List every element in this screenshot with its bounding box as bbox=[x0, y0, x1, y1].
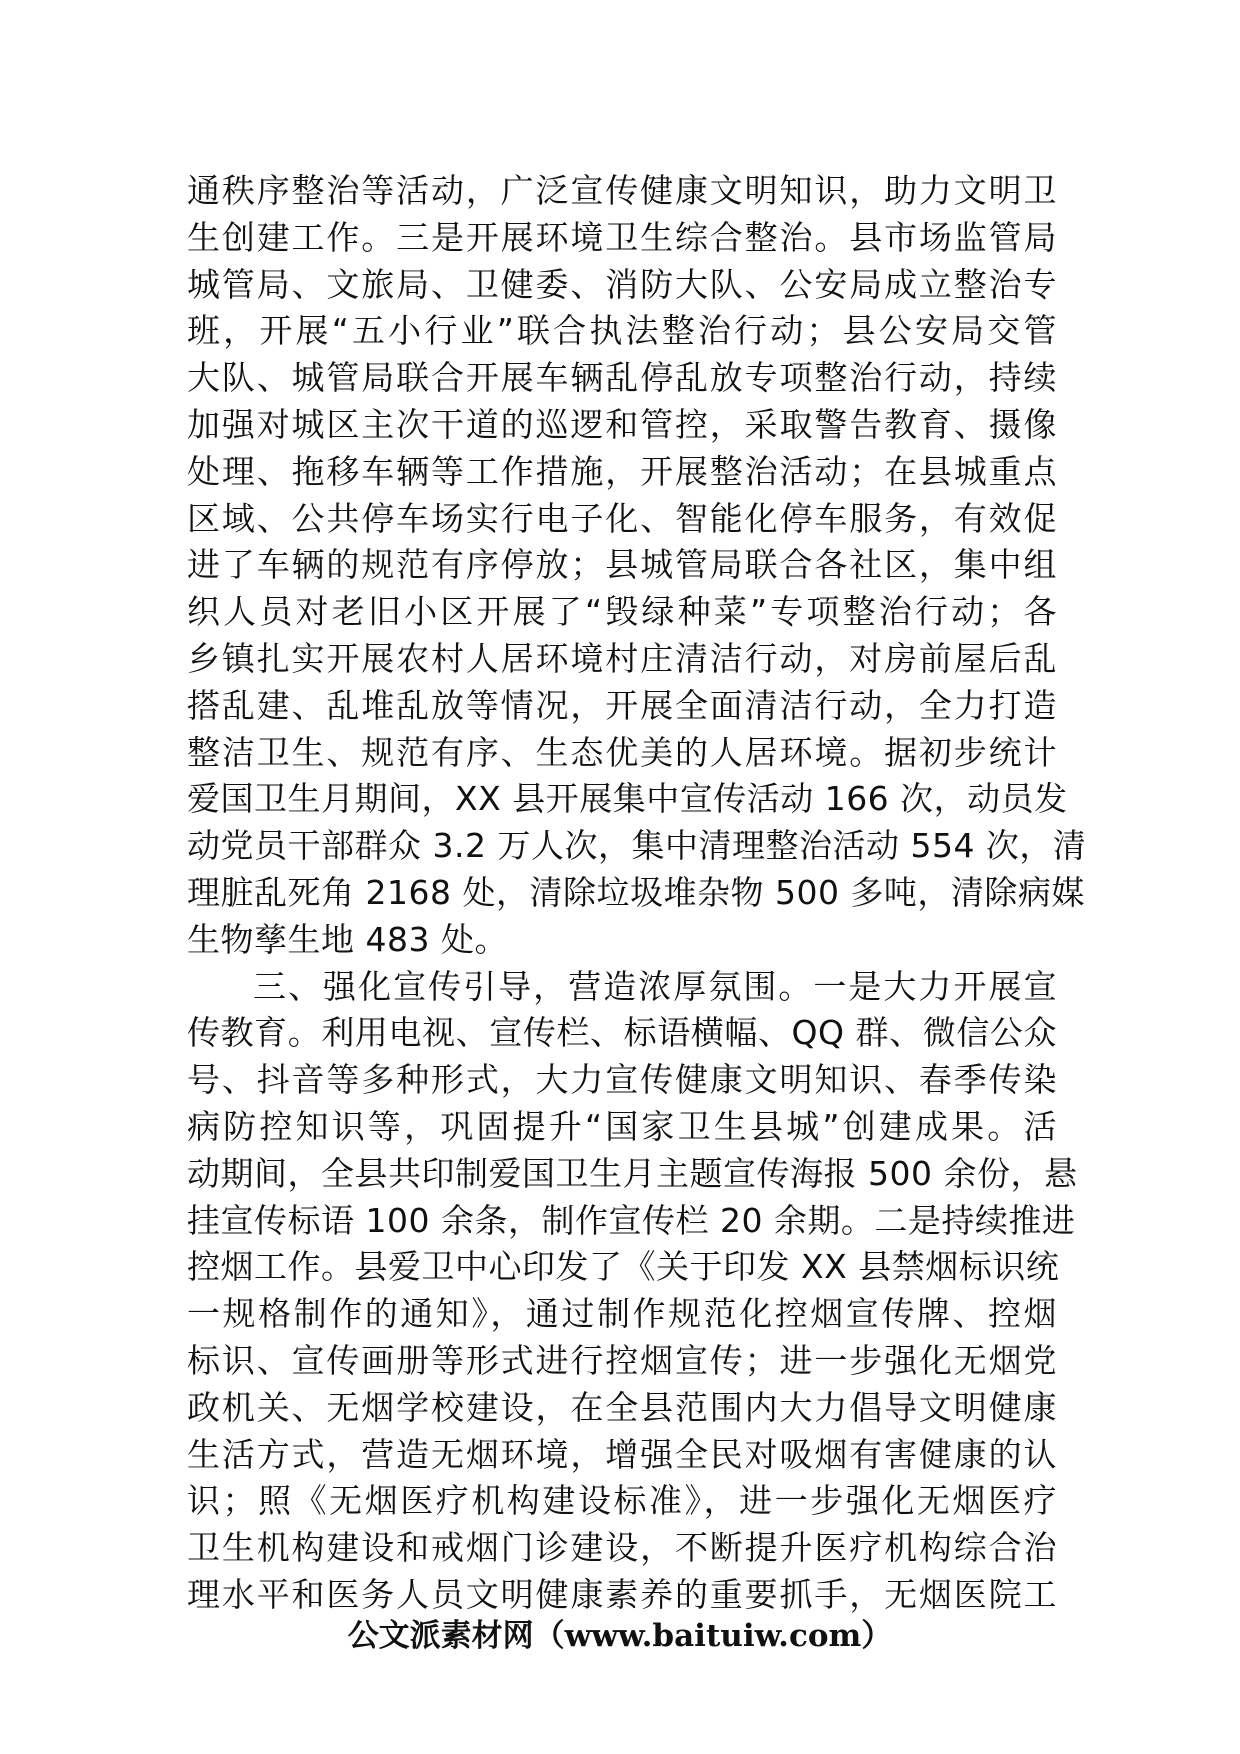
text-line: 标识、宣传画册等形式进行控烟宣传；进一步强化无烟党 bbox=[187, 1340, 1057, 1380]
text-line: 理水平和医务人员文明健康素养的重要抓手，无烟医院工 bbox=[187, 1574, 1057, 1614]
section-heading-line: 三、强化宣传引导，营造浓厚氛围。一是大力开展宣 bbox=[253, 966, 1057, 1006]
text-line: 处理、拖移车辆等工作措施，开展整治活动；在县城重点 bbox=[187, 451, 1057, 491]
text-line: 进了车辆的规范有序停放；县城管局联合各社区，集中组 bbox=[187, 545, 1057, 585]
text-line: 生物孳生地 483 处。 bbox=[187, 919, 508, 959]
text-line: 整洁卫生、规范有序、生态优美的人居环境。据初步统计 bbox=[187, 732, 1057, 772]
text-line: 通秩序整治等活动，广泛宣传健康文明知识，助力文明卫 bbox=[187, 171, 1057, 210]
text-line: 区域、公共停车场实行电子化、智能化停车服务，有效促 bbox=[187, 498, 1057, 538]
text-line: 一规格制作的通知》，通过制作规范化控烟宣传牌、控烟 bbox=[187, 1294, 1057, 1334]
text-line: 乡镇扎实开展农村人居环境村庄清洁行动，对房前屋后乱 bbox=[187, 638, 1057, 678]
text-line: 病防控知识等，巩固提升“国家卫生县城”创建成果。活 bbox=[187, 1106, 1057, 1146]
text-line: 传教育。利用电视、宣传栏、标语横幅、QQ 群、微信公众 bbox=[187, 1013, 1057, 1053]
text-line: 号、抖音等多种形式，大力宣传健康文明知识、春季传染 bbox=[187, 1060, 1057, 1100]
body-text bbox=[187, 168, 1087, 1619]
text-line: 大队、城管局联合开展车辆乱停乱放专项整治行动，持续 bbox=[187, 358, 1057, 398]
text-line: 城管局、文旅局、卫健委、消防大队、公安局成立整治专 bbox=[187, 264, 1057, 304]
text-line: 卫生机构建设和戒烟门诊建设，不断提升医疗机构综合治 bbox=[187, 1528, 1057, 1568]
text-line: 挂宣传标语 100 余条，制作宣传栏 20 余期。二是持续推进 bbox=[187, 1200, 1076, 1240]
footer-watermark: 公文派素材网（www.baituiw.com） bbox=[347, 1618, 893, 1654]
text-line: 动党员干部群众 3.2 万人次，集中清理整治活动 554 次，清 bbox=[187, 826, 1087, 866]
text-line: 理脏乱死角 2168 处，清除垃圾堆杂物 500 多吨，清除病媒 bbox=[187, 872, 1085, 912]
text-line: 动期间，全县共印制爱国卫生月主题宣传海报 500 余份，悬 bbox=[187, 1153, 1078, 1193]
text-line: 爱国卫生月期间，XX 县开展集中宣传活动 166 次，动员发 bbox=[187, 779, 1068, 819]
text-line: 控烟工作。县爱卫中心印发了《关于印发 XX 县禁烟标识统 bbox=[187, 1247, 1060, 1287]
text-line: 政机关、无烟学校建设，在全县范围内大力倡导文明健康 bbox=[187, 1387, 1057, 1427]
text-line: 搭乱建、乱堆乱放等情况，开展全面清洁行动，全力打造 bbox=[187, 685, 1057, 725]
text-line: 生创建工作。三是开展环境卫生综合整治。县市场监管局 bbox=[187, 217, 1057, 257]
text-line: 班，开展“五小行业”联合执法整治行动；县公安局交管 bbox=[187, 311, 1057, 351]
text-line: 识；照《无烟医疗机构建设标准》，进一步强化无烟医疗 bbox=[187, 1481, 1057, 1521]
text-line: 生活方式，营造无烟环境，增强全民对吸烟有害健康的认 bbox=[187, 1434, 1057, 1474]
text-line: 织人员对老旧小区开展了“毁绿种菜”专项整治行动；各 bbox=[187, 592, 1057, 632]
text-line: 加强对城区主次干道的巡逻和管控，采取警告教育、摄像 bbox=[187, 404, 1057, 444]
